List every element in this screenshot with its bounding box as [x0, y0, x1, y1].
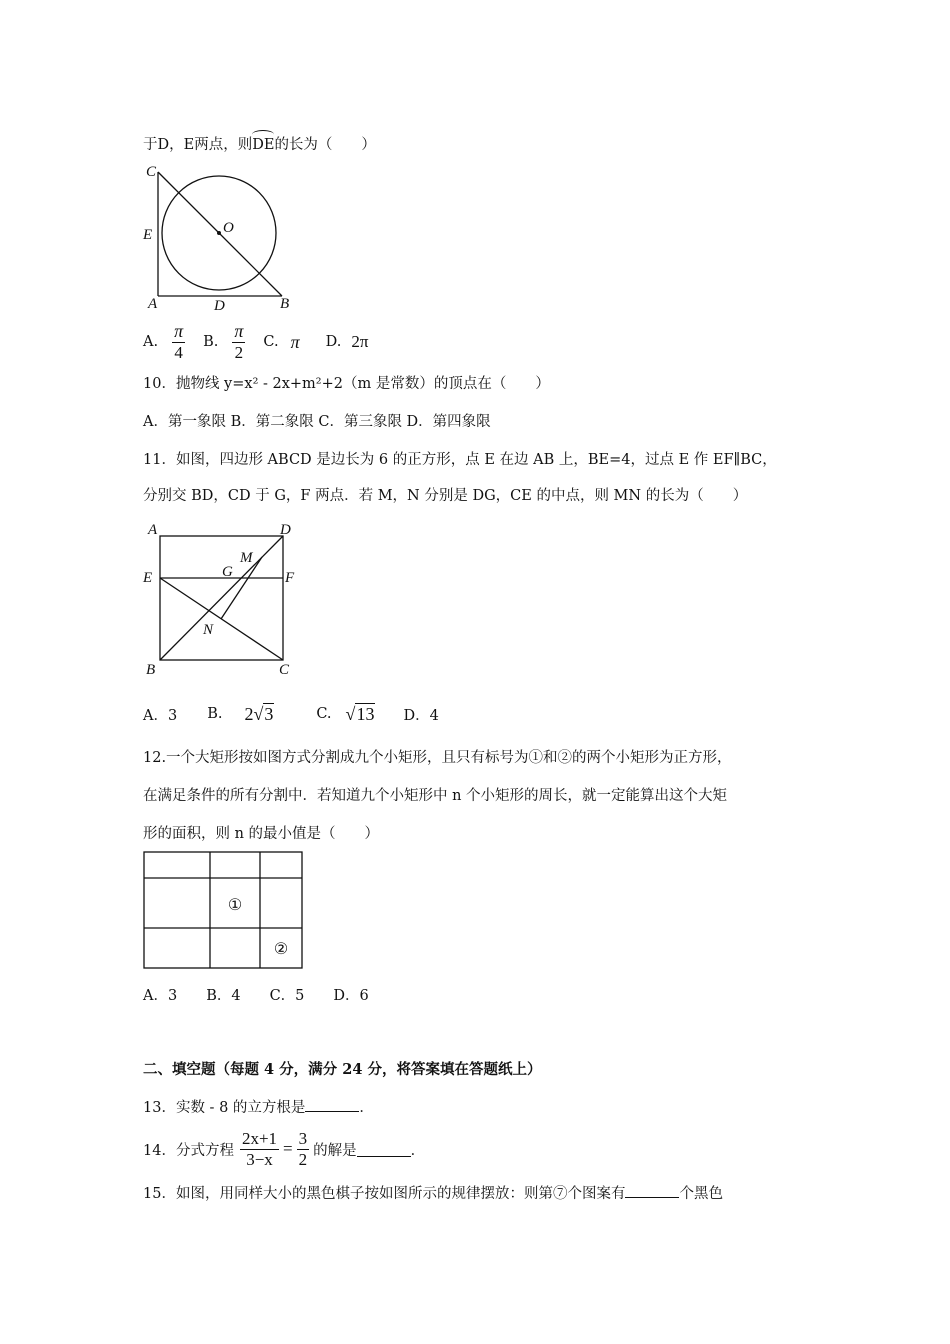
q13 [143, 1096, 374, 1117]
q9-option-d-val: 2π [351, 332, 369, 351]
q9-label-c: C [146, 164, 157, 180]
q12-line1: 12.一个大矩形按如图方式分割成九个小矩形，且只有标号为①和②的两个小矩形为正方形， [143, 750, 732, 766]
q14-lhs-frac: $\frac{2x+1}{3-x}$ [241, 1128, 278, 1169]
q11-label-a: A [148, 522, 158, 538]
q11-label-c: C [279, 662, 290, 678]
q11-label-f: F [285, 570, 295, 586]
q9-option-b-frac: $\frac{\pi}{2}$ [234, 321, 244, 363]
q13-text: 13．实数 - 8 的立方根是 [143, 1100, 306, 1116]
q9-option-c-key: C. [263, 334, 279, 350]
q14-end: ． [410, 1142, 426, 1159]
q11-label-m: M [240, 550, 253, 566]
q10-stem: 10．抛物线 y=x² - 2x+m²+2（m 是常数）的顶点在（ ） [143, 376, 550, 392]
q9-label-o: O [223, 220, 234, 236]
q9-figure [140, 160, 300, 312]
section2-heading: 二、填空题（每题 4 分，满分 24 分，将答案填在答题纸上） [143, 1061, 542, 1078]
q14-rhs-frac: $\frac{3}{2}$ [298, 1128, 308, 1169]
q9-arc-label: DE [252, 137, 274, 153]
q11-figure [140, 518, 305, 678]
q14-answer-blank[interactable] [357, 1155, 411, 1157]
q14-text: 14．分式方程 [143, 1142, 234, 1159]
q9-stem-end: 的长为（ ） [274, 137, 376, 153]
q9-label-b: B [280, 296, 290, 312]
q12-line2: 在满足条件的所有分割中．若知道九个小矩形中 n 个小矩形的周长，就一定能算出这个大矩 [143, 788, 728, 804]
q12-line3: 形的面积，则 n 的最小值是（ ） [143, 826, 380, 842]
q11-option-a: A．3 [143, 707, 178, 724]
q9-label-d: D [214, 298, 225, 312]
q12-mark-1: ① [227, 897, 243, 914]
q11-label-e: E [143, 570, 153, 586]
q9-stem-text: 于D，E两点，则 [143, 137, 253, 153]
q9-option-a-key: A. [143, 334, 159, 350]
q11-line2: 分别交 BD，CD 于 G，F 两点．若 M，N 分别是 DG，CE 的中点，则 MN 的长为（ ） [143, 488, 748, 504]
q12-mark-2: ② [273, 941, 289, 958]
q9-option-b-key: B. [203, 334, 219, 350]
q9-label-a: A [148, 296, 158, 312]
q11-option-b-val: 2√3 [244, 703, 274, 724]
q11-option-d: D．4 [403, 707, 439, 724]
q13-end: ． [359, 1100, 374, 1116]
q10-options: A．第一象限 B．第二象限 C．第三象限 D．第四象限 [143, 414, 491, 430]
q11-label-b: B [146, 662, 156, 678]
q12-options: A．3 B．4 C．5 D．6 [143, 988, 369, 1004]
q11-label-d: D [280, 522, 291, 538]
q9-option-a-frac: $\frac{\pi}{4}$ [174, 321, 184, 363]
q14-post: 的解是 [313, 1142, 357, 1159]
q11-line1: 11．如图，四边形 ABCD 是边长为 6 的正方形，点 E 在边 AB 上，BE=4，过点 E 作 EF∥BC， [143, 452, 777, 468]
q11-option-c-key: C. [316, 706, 332, 722]
q13-answer-blank[interactable] [305, 1110, 359, 1112]
q9-option-c-val: π [290, 331, 300, 352]
q15 [143, 1182, 723, 1203]
q12-figure [140, 848, 308, 972]
q11-option-c-val: √13 [345, 703, 375, 724]
q14 [143, 1125, 425, 1173]
q9-stem [143, 133, 376, 154]
q9-option-d-key: D. [325, 334, 342, 350]
q11-option-b-key: B. [207, 706, 223, 722]
q14-equals: = [283, 1139, 293, 1158]
q15-answer-blank[interactable] [625, 1196, 679, 1198]
q11-label-g: G [222, 564, 233, 580]
q15-text: 15．如图，用同样大小的黑色棋子按如图所示的规律摆放：则第⑦个图案有 [143, 1186, 626, 1202]
q15-text-end: 个黑色 [679, 1186, 723, 1202]
q9-label-e: E [143, 227, 153, 243]
q11-label-n: N [203, 622, 214, 638]
q9-options [143, 318, 368, 366]
q11-options [143, 700, 439, 728]
